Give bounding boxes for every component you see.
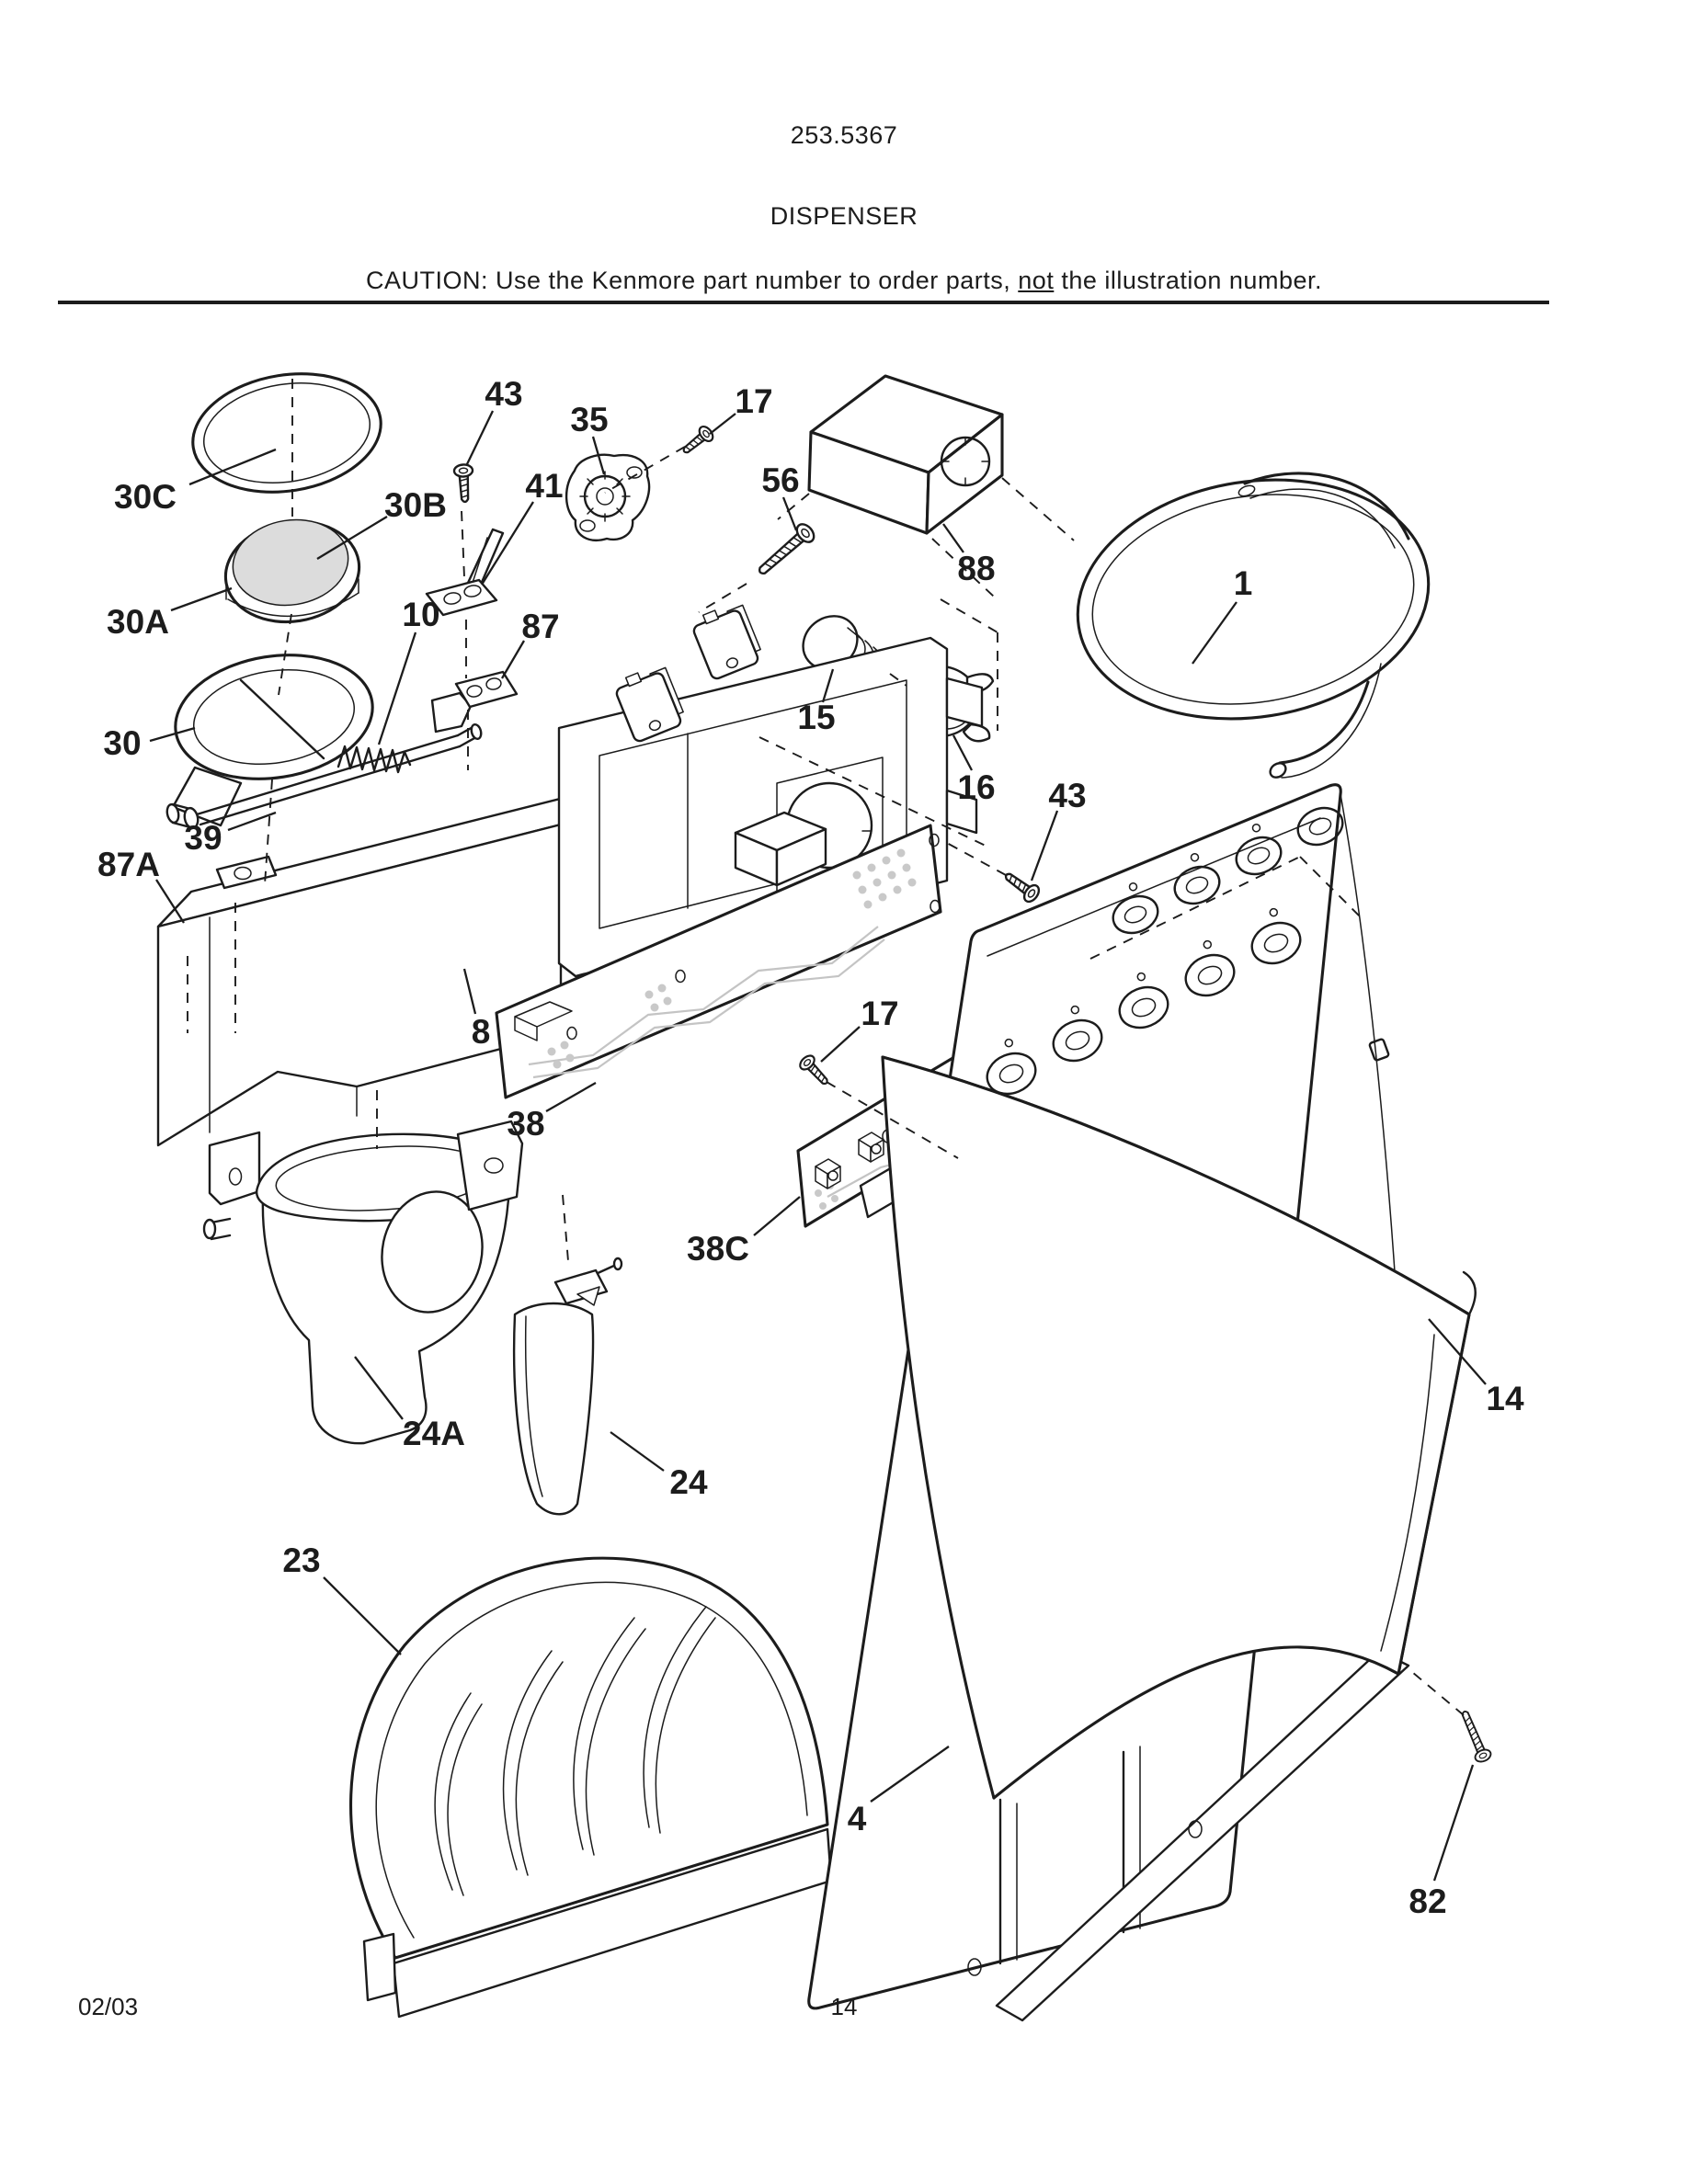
part-label-10: 10 bbox=[402, 596, 440, 633]
part-label-87: 87 bbox=[521, 608, 560, 645]
part-label-30: 30 bbox=[103, 724, 142, 762]
screw-43-right bbox=[1001, 868, 1043, 904]
part-label-30B: 30B bbox=[384, 486, 447, 524]
part-label-38C: 38C bbox=[687, 1230, 749, 1268]
part-label-1: 1 bbox=[1233, 564, 1253, 602]
leader-line-24 bbox=[610, 1432, 664, 1471]
chute-ring-30 bbox=[166, 642, 471, 825]
part-label-88: 88 bbox=[957, 550, 996, 587]
part-label-35: 35 bbox=[570, 401, 609, 438]
part-label-17-top: 17 bbox=[735, 382, 773, 420]
water-tube-coil bbox=[1060, 456, 1445, 780]
leader-line-17-mid bbox=[821, 1027, 860, 1062]
leader-line-17-top bbox=[710, 414, 736, 434]
trim-ring-30c bbox=[184, 361, 389, 506]
part-label-30C: 30C bbox=[114, 478, 177, 516]
leader-line-38 bbox=[546, 1083, 596, 1111]
part-label-82: 82 bbox=[1409, 1883, 1447, 1920]
page-title: DISPENSER bbox=[770, 202, 918, 230]
part-label-56: 56 bbox=[761, 461, 800, 499]
leader-line-43-top bbox=[467, 411, 493, 464]
part-label-23: 23 bbox=[282, 1541, 321, 1579]
part-label-4: 4 bbox=[847, 1800, 867, 1837]
screw-17-top bbox=[679, 424, 716, 458]
leader-line-82 bbox=[1434, 1765, 1473, 1881]
door-flap-24 bbox=[514, 1258, 622, 1514]
leader-line-87 bbox=[502, 641, 524, 678]
caution-prefix: CAUTION: Use the Kenmore part number to order parts, bbox=[366, 267, 1019, 294]
part-label-15: 15 bbox=[797, 699, 836, 736]
part-label-16: 16 bbox=[957, 768, 996, 806]
part-label-87A: 87A bbox=[97, 846, 160, 883]
part-label-24: 24 bbox=[669, 1463, 708, 1501]
drip-tray-23 bbox=[351, 1558, 831, 2017]
screw-43-top bbox=[454, 464, 474, 502]
leader-line-30A bbox=[171, 588, 232, 610]
footer-page-number: 14 bbox=[830, 1993, 858, 2020]
part-label-17-mid: 17 bbox=[861, 995, 899, 1032]
part-label-43-right: 43 bbox=[1048, 777, 1087, 814]
leader-line-16 bbox=[953, 735, 972, 770]
part-label-8: 8 bbox=[471, 1013, 491, 1051]
part-label-24A: 24A bbox=[403, 1415, 465, 1452]
leader-line-88 bbox=[943, 524, 964, 552]
leader-line-1 bbox=[1192, 602, 1237, 664]
leader-line-23 bbox=[324, 1577, 401, 1655]
footer-date: 02/03 bbox=[78, 1993, 139, 2020]
caution-emphasis: not bbox=[1018, 267, 1055, 294]
part-label-30A: 30A bbox=[107, 603, 169, 641]
part-label-14: 14 bbox=[1486, 1380, 1524, 1417]
part-label-39: 39 bbox=[184, 819, 222, 857]
part-label-41: 41 bbox=[525, 467, 564, 505]
part-label-43-top: 43 bbox=[485, 375, 523, 413]
motor-35 bbox=[566, 455, 649, 540]
screw-17-middle bbox=[797, 1053, 832, 1089]
part-label-38: 38 bbox=[507, 1105, 545, 1143]
model-number: 253.5367 bbox=[790, 121, 898, 149]
leader-line-43-right bbox=[1032, 811, 1057, 881]
leader-line-38C bbox=[754, 1197, 800, 1235]
leader-line-10 bbox=[379, 632, 416, 745]
screw-82 bbox=[1457, 1709, 1493, 1764]
screw-56 bbox=[754, 521, 817, 580]
leader-line-56 bbox=[783, 497, 796, 530]
solenoid-box-88 bbox=[809, 376, 1002, 533]
cover-disc-30a-30b bbox=[218, 512, 366, 631]
caution-suffix: the illustration number. bbox=[1054, 267, 1322, 294]
